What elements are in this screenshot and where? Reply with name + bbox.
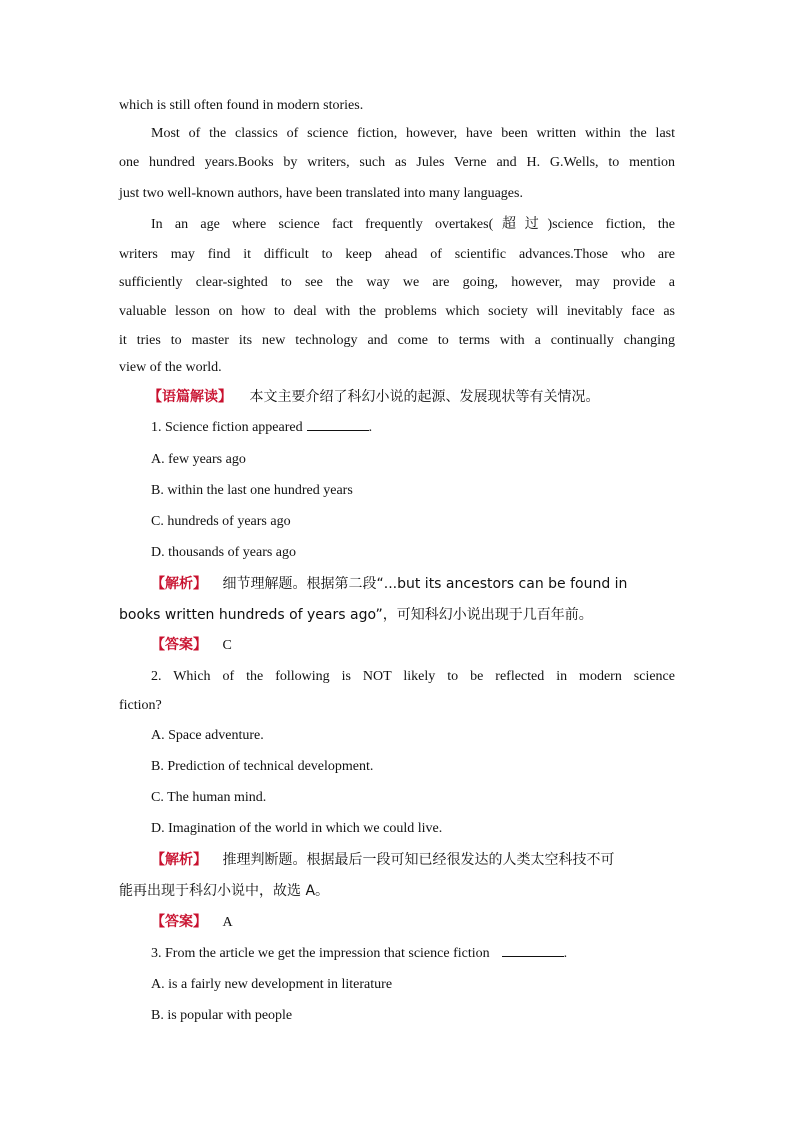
question-stem: 3. From the article we get the impression that science fiction . — [151, 946, 568, 961]
option: D. thousands of years ago — [151, 545, 297, 560]
reading-note-text: 本文主要介绍了科幻小说的起源、发展现状等有关情况。 — [249, 389, 600, 405]
passage-line: Most of the classics of science fiction, however, have been written within the last — [151, 126, 675, 141]
answer-tag: 【答案】 — [151, 637, 207, 653]
answer-blank — [502, 944, 564, 957]
answer-blank — [307, 418, 369, 431]
analysis-tag: 【解析】 — [151, 852, 207, 868]
passage-line: writers may find it difficult to keep ahead of scientific advances.Those who are — [119, 247, 675, 262]
option: B. is popular with people — [151, 1008, 293, 1023]
analysis — [151, 850, 675, 871]
option: C. hundreds of years ago — [151, 514, 291, 529]
passage-line: sufficiently clear-sighted to see the way we are going, however, may provide a — [119, 275, 675, 290]
question-stem: 2. Which of the following is NOT likely to be reflected in modern science — [151, 669, 675, 684]
analysis-text: books written hundreds of years ago”，可知科幻小说出现于几百年前。 — [119, 607, 593, 623]
passage-line: In an age where science fact frequently overtakes(超过)science fiction, the — [151, 217, 675, 232]
option: A. few years ago — [151, 452, 246, 467]
answer — [151, 912, 707, 933]
passage-line: valuable lesson on how to deal with the problems which society will inevitably face as — [119, 304, 675, 319]
option: B. Prediction of technical development. — [151, 759, 374, 774]
analysis-text: 推理判断题。根据最后一段可知已经很发达的人类太空科技不可 — [222, 852, 615, 868]
option: C. The human mind. — [151, 790, 267, 805]
passage-line: just two well-known authors, have been translated into many languages. — [119, 186, 523, 201]
answer-tag: 【答案】 — [151, 914, 207, 930]
analysis-text: 细节理解题。根据第二段“...but its ancestors can be found in — [222, 576, 628, 592]
answer-value: A — [222, 915, 233, 930]
option: D. Imagination of the world in which we could live. — [151, 821, 443, 836]
reading-note-tag: 【语篇解读】 — [148, 389, 232, 405]
question-stem: 1. Science fiction appeared . — [151, 420, 373, 435]
reading-note — [148, 387, 704, 408]
answer — [151, 635, 707, 656]
option: B. within the last one hundred years — [151, 483, 353, 498]
passage-line: which is still often found in modern stories. — [119, 98, 364, 113]
passage-line: view of the world. — [119, 360, 222, 375]
option: A. is a fairly new development in literature — [151, 977, 393, 992]
answer-value: C — [222, 638, 232, 653]
analysis-tag: 【解析】 — [151, 576, 207, 592]
analysis-text: 能再出现于科幻小说中，故选 A。 — [119, 883, 330, 899]
question-stem: fiction? — [119, 698, 162, 713]
option: A. Space adventure. — [151, 728, 264, 743]
analysis — [151, 574, 675, 595]
passage-line: one hundred years.Books by writers, such as Jules Verne and H. G.Wells, to mention — [119, 155, 675, 170]
passage-line: it tries to master its new technology and come to terms with a continually changing — [119, 333, 675, 348]
